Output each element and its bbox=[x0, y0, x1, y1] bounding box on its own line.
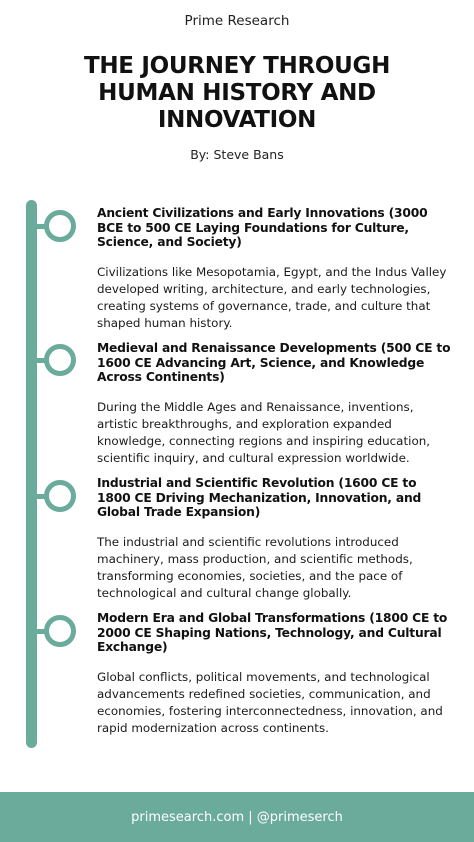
timeline-node-icon bbox=[44, 344, 76, 376]
timeline-entry bbox=[97, 206, 453, 332]
timeline-node-icon bbox=[44, 480, 76, 512]
timeline-entry bbox=[97, 341, 453, 467]
footer-bar bbox=[0, 792, 474, 842]
entry-body: The industrial and scientific revolutions introduced machinery, mass production, and scientific methods, transforming economies, societies, and the pace of technological and cultural change globally. bbox=[97, 534, 413, 600]
timeline-line bbox=[26, 200, 37, 748]
entry-heading: Medieval and Renaissance Developments (500 CE to 1600 CE Advancing Art, Science, and Knowledge Across Continents) bbox=[97, 341, 451, 385]
timeline-node-icon bbox=[44, 210, 76, 242]
entry-heading: Industrial and Scientific Revolution (1600 CE to 1800 CE Driving Mechanization, Innovation, and Global Trade Expansion) bbox=[97, 476, 422, 520]
author-line: By: Steve Bans bbox=[190, 147, 284, 162]
entry-body: Global conflicts, political movements, and technological advancements redefined societies, communication, and economies, fostering interconnectedness, innovation, and rapid modernization across continents. bbox=[97, 669, 443, 735]
entry-body: During the Middle Ages and Renaissance, inventions, artistic breakthroughs, and exploration expanded knowledge, connecting regions and inspiring education, scientific inquiry, and cultural expression worldwide. bbox=[97, 399, 431, 465]
entry-heading: Ancient Civilizations and Early Innovations (3000 BCE to 500 CE Laying Foundations for Culture, Science, and Society) bbox=[97, 206, 428, 250]
footer-contact[interactable]: primesearch.com | @primeserch bbox=[131, 809, 343, 825]
page-title: THE JOURNEY THROUGH HUMAN HISTORY AND INNOVATION bbox=[83, 53, 391, 133]
timeline-entry bbox=[97, 611, 453, 737]
entry-heading: Modern Era and Global Transformations (1800 CE to 2000 CE Shaping Nations, Technology, and Cultural Exchange) bbox=[97, 611, 448, 655]
entry-body: Civilizations like Mesopotamia, Egypt, and the Indus Valley developed writing, architecture, and early technologies, creating systems of governance, trade, and culture that shaped human history. bbox=[97, 264, 447, 330]
timeline-node-icon bbox=[44, 615, 76, 647]
brand-name: Prime Research bbox=[184, 13, 290, 29]
timeline-entry bbox=[97, 476, 453, 602]
